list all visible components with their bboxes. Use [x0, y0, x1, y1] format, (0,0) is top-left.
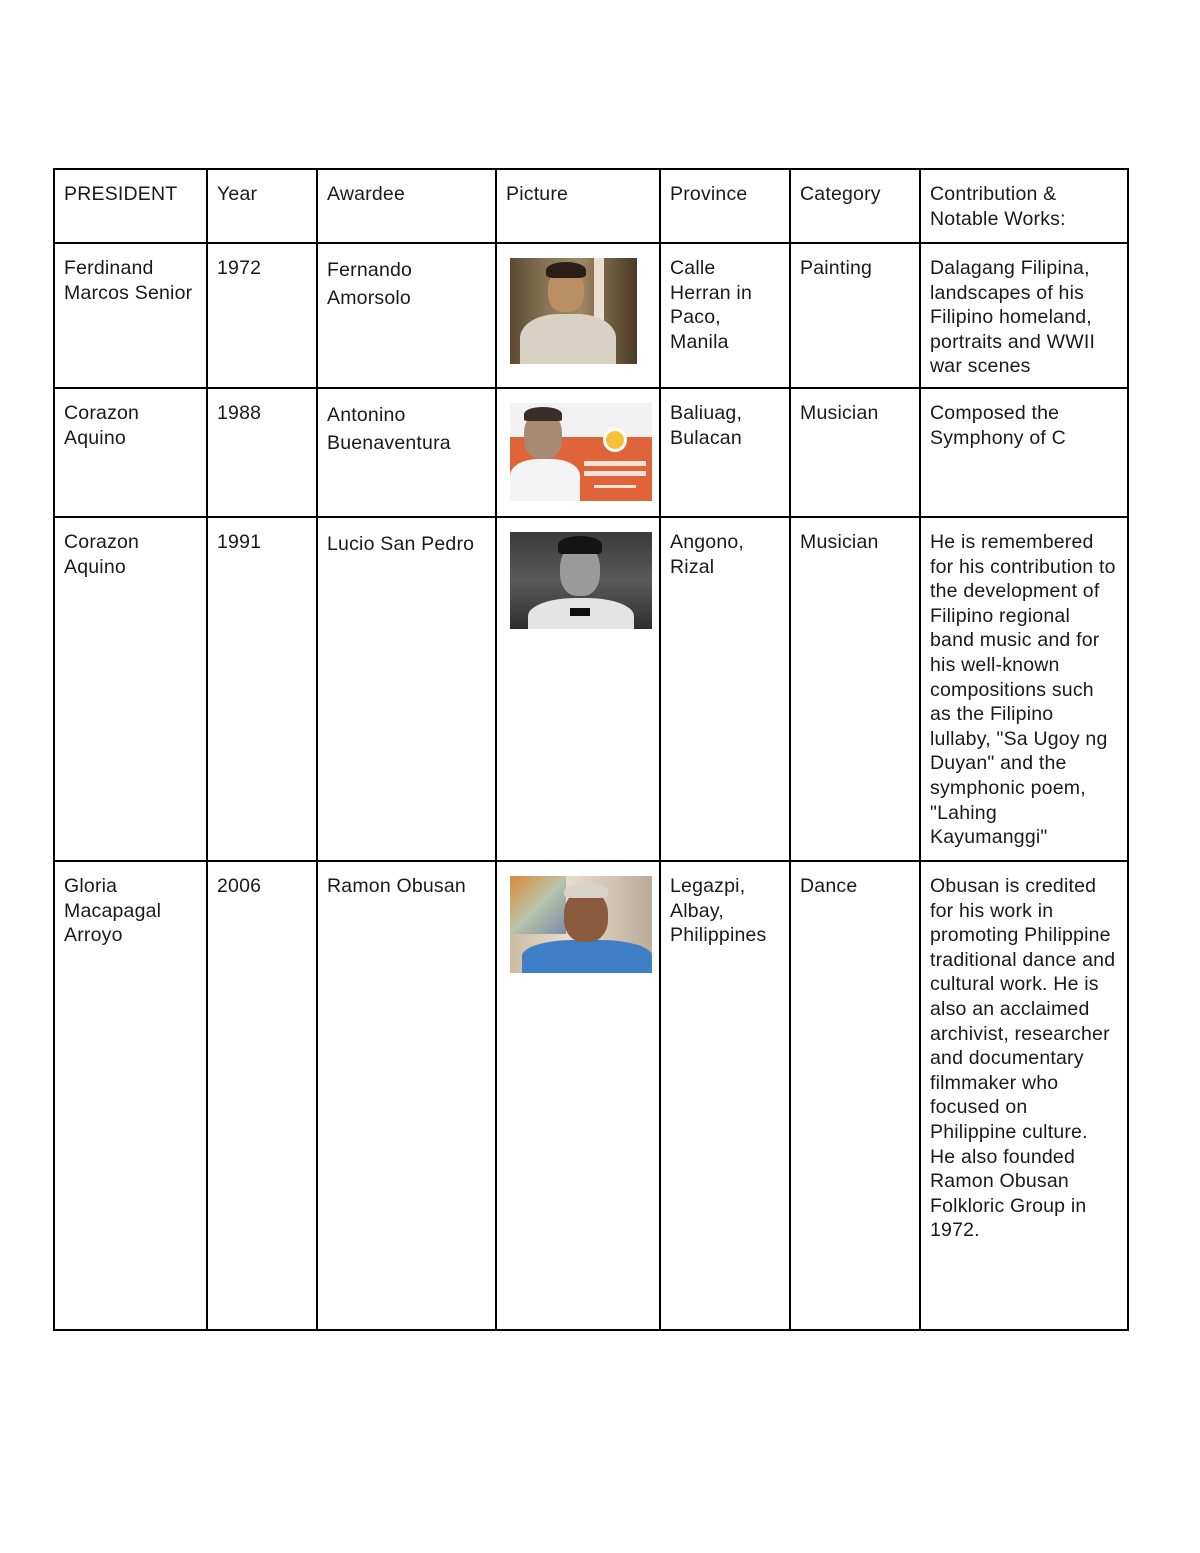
cell-category: Musician — [790, 517, 920, 861]
table-row — [54, 861, 1128, 1330]
table-header-row — [54, 169, 1128, 243]
header-category: Category — [790, 169, 920, 243]
cell-year: 1972 — [207, 243, 317, 388]
cell-province: Angono, Rizal — [660, 517, 790, 861]
table-row — [54, 243, 1128, 388]
cell-category: Dance — [790, 861, 920, 1330]
header-contribution: Contribution & Notable Works: — [920, 169, 1128, 243]
table-row — [54, 517, 1128, 861]
cell-year: 1988 — [207, 388, 317, 517]
cell-picture — [496, 243, 660, 388]
cell-president: Corazon Aquino — [54, 517, 207, 861]
cell-contribution: Composed the Symphony of C — [920, 388, 1128, 517]
national-artists-table — [53, 168, 1129, 1331]
cell-awardee: Antonino Buenaventura — [317, 388, 496, 517]
cell-president: Ferdinand Marcos Senior — [54, 243, 207, 388]
cell-awardee: Fernando Amorsolo — [317, 243, 496, 388]
cell-year: 1991 — [207, 517, 317, 861]
cell-contribution: He is remembered for his contribution to the development of Filipino regional band music and for his well-known compositions such as the Filipino lullaby, "Sa Ugoy ng Duyan" and the symphonic poem, "Lahing Kayumanggi" — [920, 517, 1128, 861]
cell-province: Legazpi, Albay, Philippines — [660, 861, 790, 1330]
cell-picture — [496, 388, 660, 517]
cell-contribution: Dalagang Filipina, landscapes of his Filipino homeland, portraits and WWII war scenes — [920, 243, 1128, 388]
awardee-portrait-image — [510, 532, 652, 629]
cell-contribution: Obusan is credited for his work in promoting Philippine traditional dance and cultural work. He is also an acclaimed archivist, researcher and documentary filmmaker who focused on Philippine culture. He also founded Ramon Obusan Folkloric Group in 1972. — [920, 861, 1128, 1330]
cell-province: Calle Herran in Paco, Manila — [660, 243, 790, 388]
header-picture: Picture — [496, 169, 660, 243]
cell-president: Gloria Macapagal Arroyo — [54, 861, 207, 1330]
cell-president: Corazon Aquino — [54, 388, 207, 517]
header-president: PRESIDENT — [54, 169, 207, 243]
awardee-portrait-image — [510, 876, 652, 973]
cell-category: Painting — [790, 243, 920, 388]
cell-province: Baliuag, Bulacan — [660, 388, 790, 517]
table-row — [54, 388, 1128, 517]
header-awardee: Awardee — [317, 169, 496, 243]
awardee-portrait-image — [510, 403, 652, 501]
cell-year: 2006 — [207, 861, 317, 1330]
header-year: Year — [207, 169, 317, 243]
header-province: Province — [660, 169, 790, 243]
cell-picture — [496, 861, 660, 1330]
awardee-portrait-image — [510, 258, 637, 364]
cell-awardee: Lucio San Pedro — [317, 517, 496, 861]
cell-awardee: Ramon Obusan — [317, 861, 496, 1330]
cell-picture — [496, 517, 660, 861]
cell-category: Musician — [790, 388, 920, 517]
